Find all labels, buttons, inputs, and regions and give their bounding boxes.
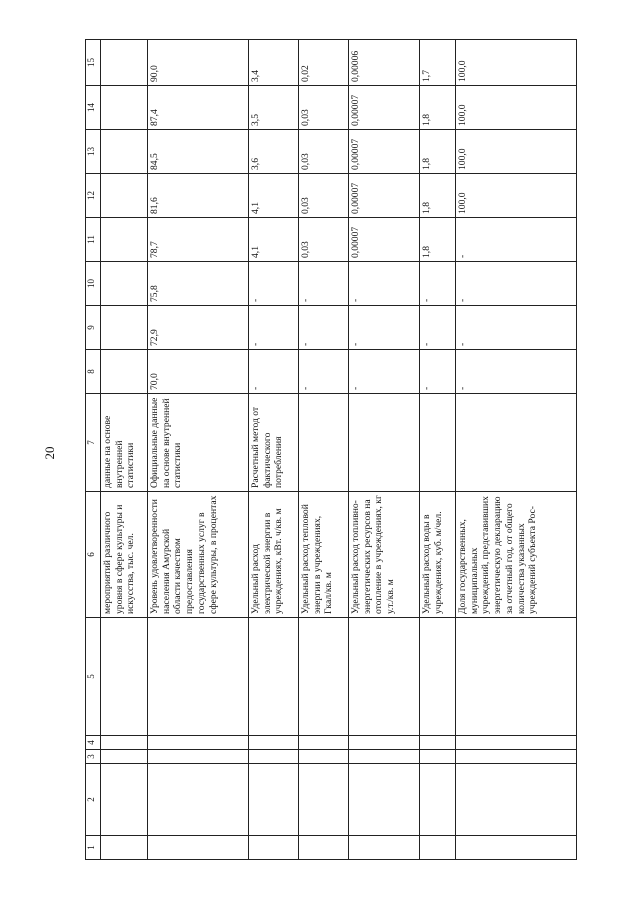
indicator-name: Удельный расход топливно-энергетических ресурсов на отопление в учреждениях, кг у.т./кв. м	[349, 492, 420, 618]
value-cell: -	[420, 306, 456, 350]
value-cell: -	[249, 350, 299, 394]
value-cell: 4,1	[249, 218, 299, 262]
value-cell: 0,02	[299, 40, 349, 86]
value-cell: 0,00007	[349, 174, 420, 218]
value-cell: -	[249, 262, 299, 306]
value-cell: 100,0	[456, 130, 577, 174]
cell	[299, 764, 349, 836]
table-row	[420, 40, 456, 860]
indicator-name: Доля государственных, муниципальных учреждений, представивших энергетическую декларацию за отчетный год, от общего количества указанных учреждений субъекта Рос-	[456, 492, 577, 618]
value-cell: 1,8	[420, 130, 456, 174]
value-cell: -	[349, 262, 420, 306]
value-cell: 84,5	[148, 130, 249, 174]
value-cell: -	[456, 350, 577, 394]
value-cell: -	[299, 306, 349, 350]
cell	[249, 736, 299, 750]
cell	[420, 618, 456, 736]
indicator-method	[420, 394, 456, 492]
value-cell: 87,4	[148, 86, 249, 130]
indicator-method	[349, 394, 420, 492]
col-header: 1	[86, 836, 101, 860]
cell	[456, 750, 577, 764]
value-cell: 1,7	[420, 40, 456, 86]
col-header: 3	[86, 750, 101, 764]
value-cell: 3,6	[249, 130, 299, 174]
cell	[299, 618, 349, 736]
value-cell	[101, 40, 148, 86]
cell	[249, 836, 299, 860]
cell	[456, 764, 577, 836]
cell	[249, 750, 299, 764]
value-cell: 100,0	[456, 86, 577, 130]
indicators-table	[85, 39, 577, 860]
table-row	[148, 40, 249, 860]
cell	[299, 750, 349, 764]
cell	[148, 836, 249, 860]
indicator-method: данные на основе внутренней статистики	[101, 394, 148, 492]
col-header: 6	[86, 492, 101, 618]
value-cell	[101, 86, 148, 130]
indicator-name: Удельный расход тепловой энергии в учреждениях, Гкал/кв. м	[299, 492, 349, 618]
value-cell: 1,8	[420, 218, 456, 262]
table-row	[299, 40, 349, 860]
cell	[101, 618, 148, 736]
value-cell: -	[456, 218, 577, 262]
value-cell	[101, 350, 148, 394]
indicator-name: Уровень удовлетворенности населения Амурской области качеством предоставления государственных услуг в сфере культуры, в процентах	[148, 492, 249, 618]
indicator-name: Удельный расход электрической энергии в учреждениях, кВт. ч/кв. м	[249, 492, 299, 618]
value-cell: -	[349, 306, 420, 350]
value-cell: 75,8	[148, 262, 249, 306]
value-cell: 72,9	[148, 306, 249, 350]
value-cell: 0,00006	[349, 40, 420, 86]
value-cell: 100,0	[456, 174, 577, 218]
value-cell: 1,8	[420, 174, 456, 218]
col-header: 7	[86, 394, 101, 492]
value-cell: 1,8	[420, 86, 456, 130]
value-cell: 70,0	[148, 350, 249, 394]
cell	[420, 764, 456, 836]
cell	[101, 736, 148, 750]
cell	[456, 618, 577, 736]
cell	[456, 836, 577, 860]
value-cell: -	[456, 306, 577, 350]
cell	[349, 750, 420, 764]
header-row	[86, 40, 101, 860]
cell	[148, 764, 249, 836]
value-cell: -	[299, 350, 349, 394]
cell	[299, 736, 349, 750]
col-header: 10	[86, 262, 101, 306]
cell	[349, 618, 420, 736]
indicator-name: мероприятий различного уровня в сфере культуры и искусства, тыс. чел.	[101, 492, 148, 618]
value-cell: 0,03	[299, 130, 349, 174]
cell	[148, 736, 249, 750]
cell	[420, 736, 456, 750]
indicator-name: Удельный расход воды в учреждениях, куб. м/чел.	[420, 492, 456, 618]
cell	[349, 764, 420, 836]
cell	[349, 836, 420, 860]
table-row	[349, 40, 420, 860]
cell	[420, 750, 456, 764]
value-cell	[101, 218, 148, 262]
value-cell: 90,0	[148, 40, 249, 86]
col-header: 13	[86, 130, 101, 174]
value-cell: 4,1	[249, 174, 299, 218]
col-header: 9	[86, 306, 101, 350]
col-header: 11	[86, 218, 101, 262]
indicator-method: Расчетный метод от фактического потребления	[249, 394, 299, 492]
value-cell: 3,5	[249, 86, 299, 130]
value-cell: -	[420, 262, 456, 306]
value-cell: 3,4	[249, 40, 299, 86]
cell	[148, 750, 249, 764]
col-header: 15	[86, 40, 101, 86]
value-cell: 0,03	[299, 218, 349, 262]
cell	[249, 618, 299, 736]
value-cell: -	[349, 350, 420, 394]
cell	[349, 736, 420, 750]
indicator-method: Официальные данные на основе внутренней статистики	[148, 394, 249, 492]
value-cell	[101, 306, 148, 350]
table-row	[249, 40, 299, 860]
table-row	[456, 40, 577, 860]
cell	[148, 618, 249, 736]
value-cell: 78,7	[148, 218, 249, 262]
cell	[101, 764, 148, 836]
cell	[299, 836, 349, 860]
col-header: 8	[86, 350, 101, 394]
value-cell: 0,00007	[349, 130, 420, 174]
value-cell	[101, 262, 148, 306]
col-header: 12	[86, 174, 101, 218]
value-cell	[101, 174, 148, 218]
value-cell: -	[249, 306, 299, 350]
col-header: 5	[86, 618, 101, 736]
page-number: 20	[42, 446, 57, 460]
rotated-table-wrapper	[85, 40, 613, 860]
value-cell: 0,03	[299, 174, 349, 218]
cell	[420, 836, 456, 860]
cell	[101, 836, 148, 860]
cell	[101, 750, 148, 764]
value-cell: -	[420, 350, 456, 394]
col-header: 2	[86, 764, 101, 836]
value-cell: 100,0	[456, 40, 577, 86]
col-header: 4	[86, 736, 101, 750]
value-cell: 0,03	[299, 86, 349, 130]
value-cell: 0,00007	[349, 86, 420, 130]
cell	[456, 736, 577, 750]
indicator-method	[456, 394, 577, 492]
value-cell: 0,00007	[349, 218, 420, 262]
value-cell: -	[456, 262, 577, 306]
value-cell: -	[299, 262, 349, 306]
col-header: 14	[86, 86, 101, 130]
table-row	[101, 40, 148, 860]
indicator-method	[299, 394, 349, 492]
value-cell	[101, 130, 148, 174]
value-cell: 81,6	[148, 174, 249, 218]
cell	[249, 764, 299, 836]
